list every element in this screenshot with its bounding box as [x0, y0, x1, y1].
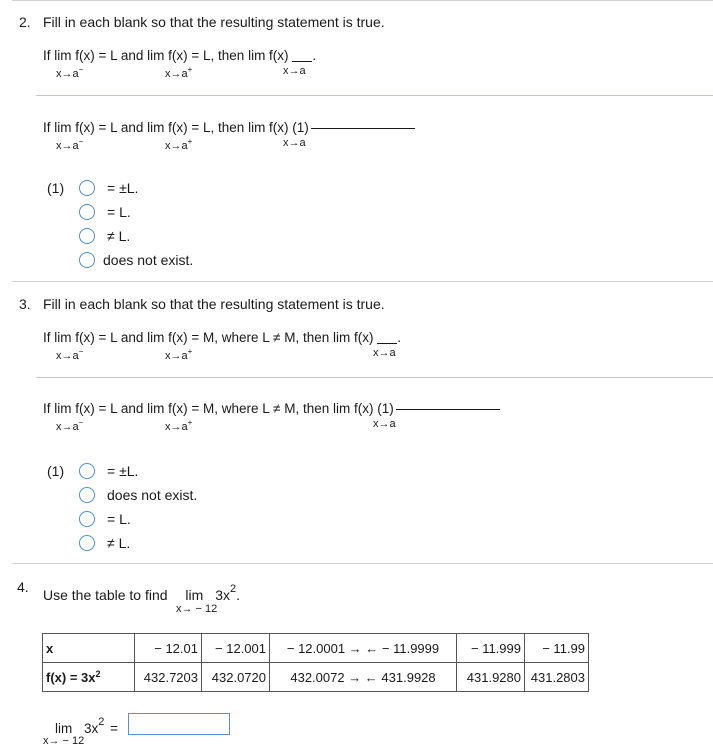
question-2-number: 2. — [19, 14, 31, 30]
f-value-3: 432.0072 → ← 431.9928 — [270, 663, 457, 692]
q2-statement-a: If lim f(x) = L and lim f(x) = L, then lim f(x) . x→a− x→a+ x→a — [43, 48, 317, 80]
q4-expression: $3x^2$. — [215, 583, 241, 603]
question-2-prompt: Fill in each blank so that the resulting statement is true. — [43, 14, 385, 30]
limit-answer-input[interactable] — [128, 713, 230, 735]
q3b-answer-line — [396, 409, 500, 410]
q3b-sub-limit: x→a — [373, 418, 396, 430]
q3-choice-label-1: = ±L. — [107, 463, 139, 479]
q2-radio-4[interactable] — [79, 252, 95, 268]
x-value-3: − 12.0001 → ← − 11.9999 — [270, 634, 457, 663]
q4-answer-subscript: x→ − 12 — [43, 735, 85, 747]
q4-lim-word: lim — [185, 587, 204, 603]
q3a-sub-left: x→a− — [56, 347, 84, 362]
q2a-text: If lim f(x) = L and lim f(x) = L, then lim f(x) — [43, 48, 289, 63]
f-value-5: 431.2803 — [525, 663, 589, 692]
row-f-label: $f(x) = 3x^2$ — [43, 663, 135, 692]
q3-statement-a: If lim f(x) = L and lim f(x) = M, where L ≠ M, then lim f(x) . x→a− x→a+ x→a — [43, 330, 402, 362]
question-3-number: 3. — [19, 296, 31, 312]
f-value-4: 431.9280 — [457, 663, 525, 692]
q2-choice-label-1: = ±L. — [107, 180, 139, 196]
q3-radio-3[interactable] — [79, 511, 95, 527]
q2-radio-2[interactable] — [79, 204, 95, 220]
q3-statement-b — [43, 401, 583, 443]
q4-divider — [12, 563, 713, 564]
question-3-prompt: Fill in each blank so that the resulting statement is true. — [43, 296, 385, 312]
q3-radio-1[interactable] — [79, 463, 95, 479]
q3-radio-2[interactable] — [79, 487, 95, 503]
q2-radio-3[interactable] — [79, 228, 95, 244]
q3b-sub-right: x→a+ — [165, 418, 193, 433]
f-value-2: 432.0720 — [202, 663, 270, 692]
q4-limit-subscript: x→ − 12 — [176, 603, 218, 615]
q3a-inline-blank — [377, 343, 397, 344]
q2-separator — [36, 95, 713, 96]
q3-divider — [12, 281, 713, 282]
q2b-sub-right: x→a+ — [165, 137, 193, 152]
q2b-text: If lim f(x) = L and lim f(x) = L, then lim f(x) (1) — [43, 120, 309, 135]
q3-radio-4[interactable] — [79, 535, 95, 551]
f-value-1: 432.7203 — [135, 663, 202, 692]
question-4-prompt: Use the table to find $\lim 3x^2$. — [43, 583, 241, 603]
q3-choice-label-4: ≠ L. — [107, 535, 131, 551]
q2a-sub-limit: x→a — [283, 65, 306, 77]
values-table — [42, 633, 589, 692]
top-divider — [12, 0, 713, 1]
q2b-answer-line — [311, 128, 415, 129]
q3a-sub-limit: x→a — [373, 347, 396, 359]
q3a-sub-right: x→a+ — [165, 347, 193, 362]
q3-choice-label-3: = L. — [107, 511, 131, 527]
q3b-sub-left: x→a− — [56, 418, 84, 433]
question-4-number: 4. — [17, 579, 29, 595]
x-value-5: − 11.99 — [525, 634, 589, 663]
q4-answer-expression: $\lim 3x^2$ = — [55, 716, 119, 736]
x-value-2: − 12.001 — [202, 634, 270, 663]
q2-choice-label-2: = L. — [107, 204, 131, 220]
table-row — [43, 634, 589, 663]
x-value-1: − 12.01 — [135, 634, 202, 663]
q2-choice-label-3: ≠ L. — [107, 228, 131, 244]
q2b-sub-limit: x→a — [283, 137, 306, 149]
q2b-sub-left: x→a− — [56, 137, 84, 152]
q3-choice-label-2: does not exist. — [107, 487, 198, 503]
table-row — [43, 663, 589, 692]
q2-choice-label-4: does not exist. — [103, 252, 194, 268]
q2-statement-b — [43, 120, 493, 162]
x-value-4: − 11.999 — [457, 634, 525, 663]
q3a-text: If lim f(x) = L and lim f(x) = M, where L ≠ M, then lim f(x) — [43, 330, 374, 345]
row-x-label: x — [43, 634, 135, 663]
q3b-text: If lim f(x) = L and lim f(x) = M, where L ≠ M, then lim f(x) (1) — [43, 401, 394, 416]
q2a-inline-blank — [292, 61, 312, 62]
q2-choice-index: (1) — [47, 180, 65, 196]
q2a-sub-left: x→a− — [56, 65, 84, 80]
q3-choice-index: (1) — [47, 463, 65, 479]
q2-radio-1[interactable] — [79, 180, 95, 196]
q3-separator — [36, 377, 713, 378]
q2a-sub-right: x→a+ — [165, 65, 193, 80]
